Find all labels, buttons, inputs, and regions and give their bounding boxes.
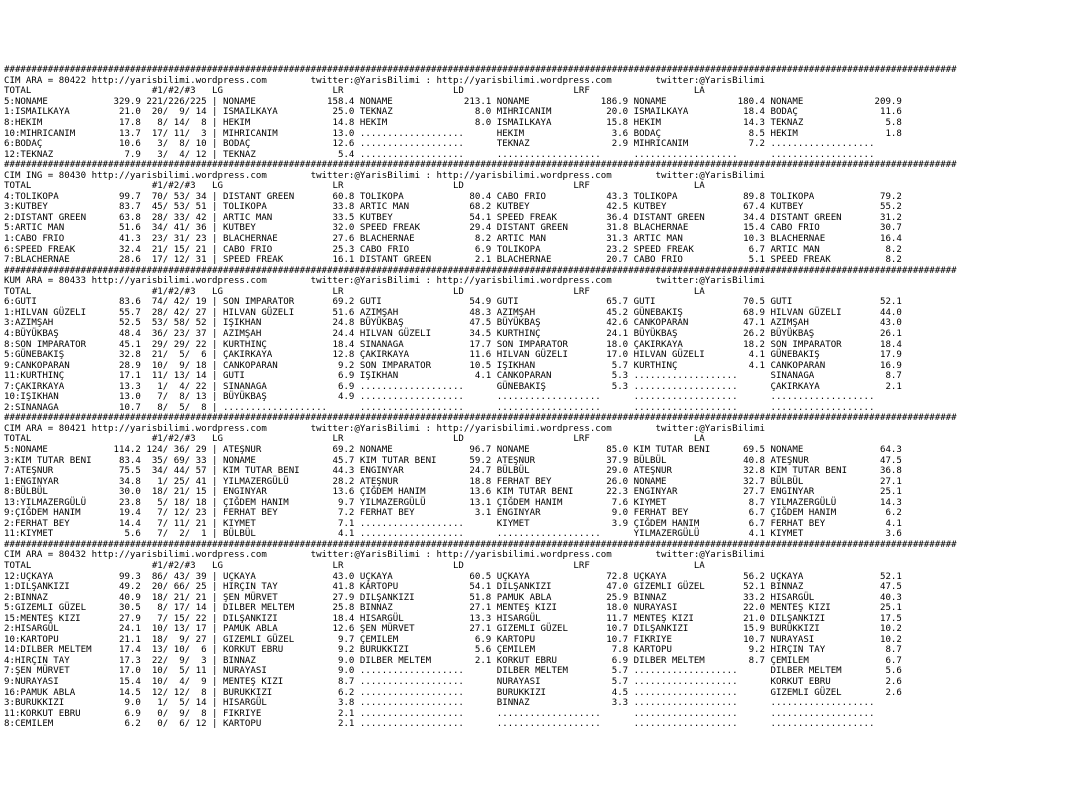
table-row: 6:GUTI 83.6 74/ 42/ 19 | SON IMPARATOR 69.2 GUTI 54.9 GUTI 65.7 GUTI 70.5 GUTI 52.1 (4, 297, 902, 308)
block-title: CIM ARA = 80432 http://yarisbilimi.wordpress.com twitter:@YarisBilimi : http://yarisbilimi.wordpress.com twitter:@YarisBilimi (4, 550, 766, 561)
column-header: TOTAL #1/#2/#3 LG LR LD LRF LA (4, 286, 705, 297)
table-row: 12:UÇKAYA 99.3 86/ 43/ 39 | UÇKAYA 43.0 UÇKAYA 60.5 UÇKAYA 72.8 UÇKAYA 56.2 UÇKAYA 52.1 (4, 571, 902, 582)
table-row: 7:ŞEN MÜRVET 17.0 10/ 5/ 11 | NURAYASI 9.0 ................... DILBER MELTEM 5.7 ................... DILBER MELTEM 5.6 (4, 666, 902, 677)
table-row: 5:GIZEMLI GÜZEL 30.5 8/ 17/ 14 | DILBER MELTEM 25.8 BINNAZ 27.1 MENTEŞ KIZI 18.0 NURAYASI 22.0 MENTEŞ KIZI 25.1 (4, 603, 902, 614)
block-title: CIM ARA = 80421 http://yarisbilimi.wordpress.com twitter:@YarisBilimi : http://yarisbilimi.wordpress.com twitter:@YarisBilimi (4, 423, 766, 434)
table-row: 9:NURAYASI 15.4 10/ 4/ 9 | MENTEŞ KIZI 8.7 ................... NURAYASI 5.7 ................... KORKUT EBRU 2.6 (4, 677, 902, 687)
table-row: 1:ENGINYAR 34.8 1/ 25/ 41 | YILMAZERGÜLÜ 28.2 ATEŞNUR 18.8 FERHAT BEY 26.0 NONAME 32.7 BÜLBÜL 27.1 (4, 476, 902, 487)
table-row: 5:ARTIC MAN 51.6 34/ 41/ 36 | KUTBEY 32.0 SPEED FREAK 29.4 DISTANT GREEN 31.8 BLACHERNAE 15.4 CABO FRIO 30.7 (4, 223, 902, 234)
report-block (4, 160, 1073, 265)
table-row: 14:DILBER MELTEM 17.4 13/ 10/ 6 | KORKUT EBRU 9.2 BURUKKIZI 5.6 ÇEMILEM 7.8 KARTOPU 9.2 HIRÇIN TAY 8.7 (4, 645, 902, 656)
table-row: 11:KURTHINÇ 17.1 11/ 13/ 14 | GUTI 6.9 IŞIKHAN 4.1 CANKOPARAN 5.3 ................... SINANAGA 8.7 (4, 371, 902, 382)
table-row: 10:MIHRICANIM 13.7 17/ 11/ 3 | MIHRICANIM 13.0 ................... HEKIM 3.6 BODAÇ 8.5 HEKIM 1.8 (4, 128, 902, 139)
table-row: 11:KORKUT EBRU 6.9 0/ 9/ 8 | FIKRIYE 2.1 ................... ................... ................... ................... (4, 708, 875, 719)
table-row: 9:CANKOPARAN 28.9 10/ 9/ 18 | CANKOPARAN 9.2 SON IMPARATOR 10.5 IŞIKHAN 5.7 KURTHINÇ 4.1 CANKOPARAN 16.9 (4, 360, 902, 371)
block-title: CIM ARA = 80422 http://yarisbilimi.wordpress.com twitter:@YarisBilimi : http://yarisbilimi.wordpress.com twitter:@YarisBilimi (4, 75, 766, 86)
table-row: 8:CEMILEM 6.2 0/ 6/ 12 | KARTOPU 2.1 ................... ................... ................... ................... (4, 719, 875, 730)
column-header: TOTAL #1/#2/#3 LG LR LD LRF LA (4, 560, 705, 571)
table-row: 3:BURUKKIZI 9.0 1/ 5/ 14 | HISARGÜL 3.8 ................... BINNAZ 3.3 ................... ................... (4, 698, 875, 709)
table-row: 2:BINNAZ 40.9 18/ 21/ 21 | ŞEN MÜRVET 27.9 DILŞANKIZI 51.8 PAMUK ABLA 25.9 BINNAZ 33.2 HISARGÜL 40.3 (4, 592, 902, 603)
table-row: 3:KIM TUTAR BENI 83.4 35/ 69/ 33 | NONAME 45.7 KIM TUTAR BENI 59.2 ATEŞNUR 37.9 BÜLBÜL 40.8 ATEŞNUR 47.5 (4, 455, 902, 466)
report-block (4, 413, 1073, 540)
table-row: 5:NONAME 329.9 221/226/225 | NONAME 158.4 NONAME 213.1 NONAME 186.9 NONAME 180.4 NONAME 209.9 (4, 96, 902, 107)
table-row: 7:BLACHERNAE 28.6 17/ 12/ 31 | SPEED FREAK 16.1 DISTANT GREEN 2.1 BLACHERNAE 20.7 CABO FRIO 5.1 SPEED FREAK 8.2 (4, 255, 902, 266)
column-header: TOTAL #1/#2/#3 LG LR LD LRF LA (4, 434, 705, 445)
table-row: 8:HEKIM 17.8 8/ 14/ 8 | HEKIM 14.8 HEKIM 8.0 ISMAILKAYA 15.8 HEKIM 14.3 TEKNAZ 5.8 (4, 118, 902, 129)
table-row: 6:BODAÇ 10.6 3/ 8/ 10 | BODAÇ 12.6 ................... TEKNAZ 2.9 MIHRICANIM 7.2 ................... (4, 139, 875, 150)
separator-rule: ############################################################################################################################################################################## (4, 160, 957, 171)
report-block (4, 65, 1073, 160)
separator-rule: ############################################################################################################################################################################## (4, 265, 957, 276)
table-row: 3:KUTBEY 83.7 45/ 53/ 51 | TOLIKOPA 33.8 ARTIC MAN 68.2 KUTBEY 42.5 KUTBEY 67.4 KUTBEY 55.2 (4, 202, 902, 213)
column-header: TOTAL #1/#2/#3 LG LR LD LRF LA (4, 86, 705, 97)
table-row: 5:GÜNEBAKIŞ 32.8 21/ 5/ 6 | ÇAKIRKAYA 12.8 ÇAKIRKAYA 11.6 HILVAN GÜZELI 17.0 HILVAN GÜZELI 4.1 GÜNEBAKIŞ 17.9 (4, 350, 902, 361)
table-row: 1:DILŞANKIZI 49.2 20/ 66/ 25 | HIRÇIN TAY 41.8 KÁRTOPU 54.1 DILŞANKIZI 47.0 GIZEMLI GÜZEL 52.1 BINNAZ 47.5 (4, 582, 902, 593)
table-row: 8:SON IMPARATOR 45.1 29/ 29/ 22 | KURTHINÇ 18.4 SINANAGA 17.7 SON IMPARATOR 18.0 ÇAKIRKAYA 18.2 SON IMPARATOR 18.4 (4, 339, 902, 350)
report-blocks (4, 65, 1073, 729)
table-row: 12:TEKNAZ 7.9 3/ 4/ 12 | TEKNAZ 5.4 ................... ................... ................... ................... (4, 149, 875, 160)
table-row: 5:NONAME 114.2 124/ 36/ 29 | ATEŞNUR 69.2 NONAME 96.7 NONAME 85.0 KIM TUTAR BENI 69.5 NONAME 64.3 (4, 444, 902, 455)
table-row: 3:AZIMŞAH 52.5 53/ 58/ 52 | IŞIKHAN 24.8 BÜYÜKBAŞ 47.5 BÜYÜKBAŞ 42.6 CANKOPARAN 47.1 AZIMŞAH 43.0 (4, 318, 902, 329)
table-row: 9:ÇIĞDEM HANIM 19.4 7/ 12/ 23 | FERHAT BEY 7.2 FERHAT BEY 3.1 ENGINYAR 9.0 FERHAT BEY 6.7 ÇIĞDEM HANIM 6.2 (4, 508, 902, 519)
table-row: 4:BÜYÜKBAŞ 48.4 36/ 23/ 37 | AZIMŞAH 24.4 HILVAN GÜZELI 34.5 KURTHINÇ 24.1 BÜYÜKBAŞ 26.2 BÜYÜKBAŞ 26.1 (4, 328, 902, 339)
table-row: 13:YILMAZERGÜLÜ 23.8 5/ 18/ 18 | ÇIĞDEM HANIM 9.7 YILMAZERGÜLÜ 13.1 ÇIĞDEM HANIM 7.6 KIYMET 8.7 YILMAZERGÜLÜ 14.3 (4, 497, 902, 508)
table-row: 4:TOLIKOPA 99.7 70/ 53/ 34 | DISTANT GREEN 60.8 TOLIKOPA 80.4 CABO FRIO 43.3 TOLIKOPA 89.8 TOLIKOPA 79.2 (4, 191, 902, 202)
report-block (4, 266, 1073, 414)
table-row: 10:IŞIKHAN 13.0 7/ 8/ 13 | BÜYÜKBAŞ 4.9 ................... ................... ................... ................... (4, 392, 875, 403)
report-block (4, 540, 1073, 730)
table-row: 6:SPEED FREAK 32.4 21/ 15/ 21 | CABO FRIO 25.3 CABO FRIO 6.9 TOLIKOPA 23.2 SPEED FREAK 6.7 ARTIC MAN 8.2 (4, 244, 902, 255)
table-row: 10:KARTOPU 21.1 18/ 9/ 27 | GIZEMLI GÜZEL 9.7 ÇEMILEM 6.9 KARTOPU 10.7 FIKRIYE 10.7 NURAYASI 10.2 (4, 634, 902, 645)
table-row: 2:DISTANT GREEN 63.8 28/ 33/ 42 | ARTIC MAN 33.5 KUTBEY 54.1 SPEED FREAK 36.4 DISTANT GREEN 34.4 DISTANT GREEN 31.2 (4, 212, 902, 223)
table-row: 8:BÜLBÜL 30.0 18/ 21/ 15 | ENGINYAR 13.6 ÇIĞDEM HANIM 13.6 KIM TUTAR BENI 22.3 ENGINYAR 27.7 ENGINYAR 25.1 (4, 487, 902, 498)
separator-rule: ############################################################################################################################################################################## (4, 413, 957, 424)
table-row: 4:HIRÇIN TAY 17.3 22/ 9/ 3 | BINNAZ 9.0 DILBER MELTEM 2.1 KORKUT EBRU 6.9 DILBER MELTEM 8.7 ÇEMILEM 6.7 (4, 655, 902, 666)
block-title: CIM ING = 80430 http://yarisbilimi.wordpress.com twitter:@YarisBilimi : http://yarisbilimi.wordpress.com twitter:@YarisBilimi (4, 170, 766, 181)
table-row: 11:KIYMET 5.6 7/ 2/ 1 | BÜLBÜL 4.1 ................... ................... YILMAZERGÜLÜ 4.1 KIYMET 3.6 (4, 529, 902, 540)
separator-rule: ############################################################################################################################################################################## (4, 539, 957, 550)
separator-rule: ############################################################################################################################################################################## (4, 65, 957, 76)
table-row: 7:ÇAKIRKAYA 13.3 1/ 4/ 22 | SINANAGA 6.9 ................... GÜNEBAKIŞ 5.3 ................... ÇAKIRKAYA 2.1 (4, 381, 902, 392)
table-row: 15:MENTEŞ KIZI 27.9 7/ 15/ 22 | DILŞANKIZI 18.4 HISARGÜL 13.3 HISARGÜL 11.7 MENTEŞ KIZI 21.0 DILŞANKIZI 17.5 (4, 613, 902, 624)
report-page (0, 42, 1077, 740)
table-row: 1:ISMAILKAYA 21.0 20/ 9/ 14 | ISMAILKAYA 25.0 TEKNAZ 8.0 MIHRICANIM 20.0 ISMAILKAYA 18.4 BODAÇ 11.6 (4, 107, 902, 118)
table-row: 2:FERHAT BEY 14.4 7/ 11/ 21 | KIYMET 7.1 ................... KIYMET 3.9 ÇIĞDEM HANIM 6.7 FERHAT BEY 4.1 (4, 518, 902, 529)
column-header: TOTAL #1/#2/#3 LG LR LD LRF LA (4, 181, 705, 192)
table-row: 2:HISARGÜL 24.1 10/ 13/ 17 | PAMUK ABLA 12.6 ŞEN MÜRVET 27.1 GIZEMLI GÜZEL 10.7 DILŞANKIZI 15.9 BURÜKKIZI 10.2 (4, 624, 902, 635)
table-row: 16:PAMUK ABLA 14.5 12/ 12/ 8 | BURUKKIZI 6.2 ................... BURUKKIZI 4.5 ................... GIZEMLI GÜZEL 2.6 (4, 687, 902, 698)
table-row: 1:HILVAN GÜZELI 55.7 28/ 42/ 27 | HILVAN GÜZELI 51.6 AZIMŞAH 48.3 AZIMŞAH 45.2 GÜNEBAKIŞ 68.9 HILVAN GÜZELI 44.0 (4, 307, 902, 318)
table-row: 2:SINANAGA 10.7 8/ 5/ 8 | ................... ................... ................... ................... ................... (4, 402, 875, 413)
block-title: KUM ARA = 80433 http://yarisbilimi.wordpress.com twitter:@YarisBilimi : http://yarisbilimi.wordpress.com twitter:@YarisBilimi (4, 276, 766, 287)
table-row: 7:ATEŞNUR 75.5 34/ 44/ 57 | KIM TUTAR BENI 44.3 ENGINYAR 24.7 BÜLBÜL 29.0 ATEŞNUR 32.8 KIM TUTAR BENI 36.8 (4, 466, 902, 477)
table-row: 1:CABO FRIO 41.3 23/ 31/ 23 | BLACHERNAE 27.6 BLACHERNAE 8.2 ARTIC MAN 31.3 ARTIC MAN 10.3 BLACHERNAE 16.4 (4, 234, 902, 245)
